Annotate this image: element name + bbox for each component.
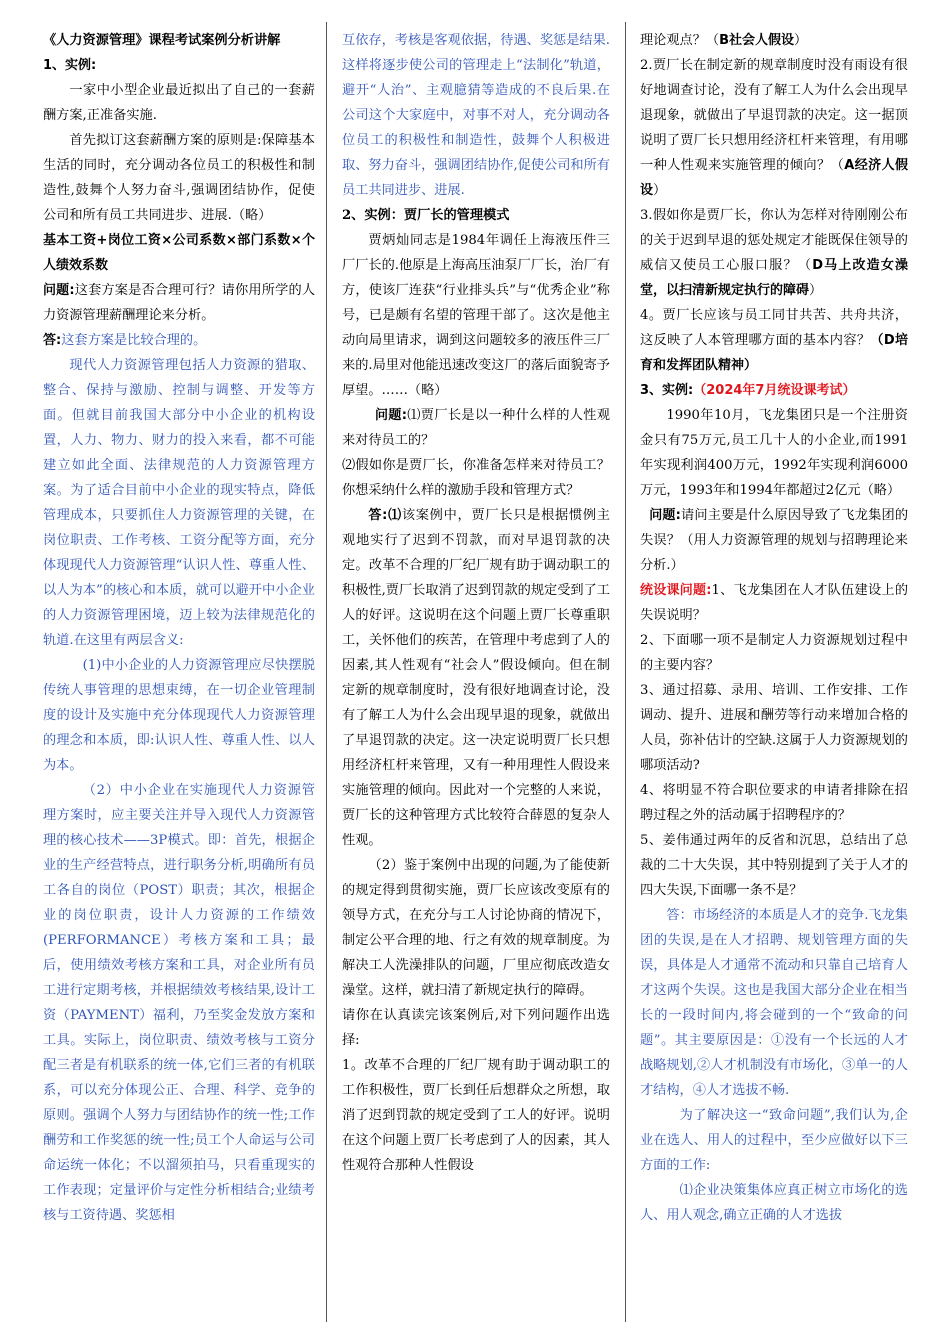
question-label: 问题: <box>43 283 75 298</box>
text: 2.贾厂长在制定新的规章制度时没有雨设有很好地调查讨论，没有了解工人为什么会出现早退现象，就做出了早退罚款的决定。这一据顶说明了贾厂长只想用经济杠杆来管理，有用哪一种人性观来实施管理的倾向？（ <box>640 58 908 173</box>
text: ） <box>794 33 808 48</box>
question <box>640 578 908 628</box>
paragraph: 请你在认真读完该案例后,对下列问题作出选择: <box>342 1008 610 1048</box>
paragraph: 现代人力资源管理包括人力资源的猎取、整合、保持与激励、控制与调整、开发等方面。但就目前我国大部分中小企业的机构设置，人力、物力、财力的投入来看，都不可能建立如此全面、法律规范的人力资源管理方案。为了适合目前中小企业的现实特点，降低管理成本，只要抓住人力资源管理的关键，在岗位职责、工作考核、工资分配等方面，充分体现现代人力资源管理“认识人性、尊重人性、以人为本”的核心和本质，就可以避开中小企业的人力资源管理困境，迈上较为法律规范化的轨道.在这里有两层含义: <box>43 358 315 648</box>
paragraph: 贾炳灿同志是1984年调任上海液压件三厂厂长的.他原是上海高压油泵厂厂长，治厂有方，使该厂连获“行业排头兵”与“优秀企业”称号，已是颇有名望的管理干部了。这次是他主动向局里请求，调到这问题较多的液压件三厂来的.局里对他能迅速改变这厂的落后面貌寄予厚望。……（略） <box>342 233 610 398</box>
question: 3、通过招募、录用、培训、工作安排、工作调动、提升、进展和酬劳等行动来增加合格的人员，弥补估计的空缺.这属于人力资源规划的哪项活动? <box>640 683 908 773</box>
question-text: 这套方案是否合理可行？请你用所学的人力资源管理薪酬理论来分析。 <box>43 283 315 323</box>
paragraph <box>640 53 908 203</box>
heading-text: 3、实例: <box>640 383 694 398</box>
question-text: 1、飞龙集团在人才队伍建设上的失误说明？ <box>640 583 909 623</box>
question: ⑵假如你是贾厂长，你准备怎样来对待员工？你想采纳什么样的激励手段和管理方式？ <box>342 458 610 498</box>
exam-note: （2024年7月统设课考试） <box>693 383 856 398</box>
answer <box>43 328 315 353</box>
column-3 <box>640 28 908 1228</box>
answer-label: 答: <box>368 508 388 523</box>
answer-text: 该案例中，贾厂长只是根据惯例主观地实行了迟到不罚款，而对早退罚款的决定。改革不合理的厂纪厂规有助于调动职工的积极性,贾厂长取消了迟到罚款的规定受到了工人的好评。这说明在这个问题上贾厂长尊重职工，关怀他们的疾苦，在管理中考虑到了人的因素,其人性观有“社会人”假设倾向。但在制定新的规章制度时，没有很好地调查讨论，没有了解工人为什么会出现早退的现象，就做出了早退罚款的决定。这一决定说明贾厂长只想用经济杠杆来管理，又有一种用理性人假设来实施管理的倾向。因此对一个完整的人来说，贾厂长的这种管理方式比较符合薛恩的复杂人性观。 <box>342 508 610 848</box>
column-divider <box>625 22 626 1322</box>
answer-num: ⑴ <box>387 508 402 523</box>
formula: 基本工资+岗位工资×公司系数×部门系数×个人绩效系数 <box>43 233 315 273</box>
document-title: 《人力资源管理》课程考试案例分析讲解 <box>43 33 281 48</box>
text: ） <box>809 283 823 298</box>
paragraph: 首先拟订这套薪酬方案的原则是:保障基本生活的同时，充分调动各位员工的积极性和制造性,鼓舞个人努力奋斗,强调团结协作，促使公司和所有员工共同进步、进展.（略） <box>43 133 315 223</box>
paragraph: 1990年10月，飞龙集团只是一个注册资金只有75万元,员工几十人的小企业,而1991年实现利润400万元，1992年实现利润6000万元，1993年和1994年都超过2亿元（略） <box>640 408 908 498</box>
text: 4。贾厂长应该与员工同甘共苦、共舟共济，这反映了人本管理哪方面的基本内容？ <box>640 308 908 348</box>
paragraph: 为了解决这一“致命问题”,我们认为,企业在选人、用人的过程中，至少应做好以下三方面的工作: <box>640 1108 908 1173</box>
question-label: 问题: <box>375 408 407 423</box>
paragraph: ⑴企业决策集体应真正树立市场化的选人、用人观念,确立正确的人才选拔 <box>640 1183 908 1223</box>
tsk-label: 统设课问题: <box>640 583 712 598</box>
question <box>640 503 908 578</box>
case3-heading <box>640 378 908 403</box>
paragraph: 1。改革不合理的厂纪厂规有助于调动职工的工作积极性，贾厂长到任后想群众之所想，取消了迟到罚款的规定受到了工人的好评。说明在这个问题上贾厂长考虑到了人的因素，其人性观符合那种人性假设 <box>342 1058 610 1173</box>
paragraph: (1)中小企业的人力资源管理应尽快摆脱传统人事管理的思想束缚，在一切企业管理制度的设计及实施中充分体现现代人力资源管理的理念和本质，即:认识人性、尊重人性、以人为本。 <box>43 658 315 773</box>
paragraph: 互依存，考核是客观依据，待遇、奖惩是结果.这样将逐步使公司的管理走上“法制化”轨道，避开“人治”、主观臆猜等造成的不良后果.在公司这个大家庭中，对事不对人，充分调动各位员工的积极性和制造性，鼓舞个人积极进取、努力奋斗，强调团结协作,促使公司和所有员工共同进步、进展. <box>342 33 610 198</box>
question-text: ⑴贾厂长是以一种什么样的人性观来对待员工的？ <box>342 408 610 448</box>
question <box>43 278 315 328</box>
answer-choice: B社会人假设 <box>719 33 795 48</box>
paragraph <box>640 203 908 303</box>
answer <box>342 503 610 853</box>
case1-heading: 1、实例: <box>43 58 97 73</box>
question: 5、姜伟通过两年的反省和沉思，总结出了总裁的二十大失误，其中特别提到了关于人才的四大失误,下面哪一条不是？ <box>640 833 908 898</box>
answer-label: 答: <box>43 333 62 348</box>
case2-heading: 2、实例：贾厂长的管理模式 <box>342 208 510 223</box>
paragraph: 一家中小型企业最近拟出了自己的一套薪酬方案,正准备实施. <box>43 83 315 123</box>
text: ） <box>653 183 667 198</box>
column-1 <box>43 28 315 1228</box>
column-2 <box>342 28 610 1178</box>
answer-text: 这套方案是比较合理的。 <box>61 333 207 348</box>
text: 理论观点？（ <box>640 33 720 48</box>
question: 2、下面哪一项不是制定人力资源规划过程中的主要内容？ <box>640 633 908 673</box>
answer-choice: （D培育和发挥团队精神） <box>640 333 908 373</box>
paragraph <box>640 28 908 53</box>
answer-text: 答：市场经济的本质是人才的竞争.飞龙集团的失误,是在人才招聘、规划管理方面的失误，具体是人才通常不流动和只靠自己培育人才这两个失误。这也是我国大部分企业在相当长的一段时间内,将会碰到的一个“致命的问题”。其主要原因是：①没有一个长远的人才战略规划,②人才机制没有市场化，③单一的人才结构，④人才选拔不畅. <box>640 908 908 1098</box>
question-label: 问题: <box>649 508 681 523</box>
paragraph: （2）中小企业在实施现代人力资源管理方案时，应主要关注并导入现代人力资源管理的核心技术——3P模式。即：首先，根据企业的生产经营特点，进行职务分析,明确所有员工各自的岗位（POST）职责；其次，根据企业的岗位职责，设计人力资源的工作绩效(PERFORMANCE）考核方案和工具；最后，使用绩效考核方案和工具，对企业所有员工进行定期考核，并根据绩效考核结果,设计工资（PAYMENT）福利，乃至奖金发放方案和工具。实际上，岗位职责、绩效考核与工资分配三者是有机联系的统一体,它们三者的有机联系，可以充分体现公正、合理、科学、竞争的原则。强调个人努力与团结协作的统一性;工作酬劳和工作奖惩的统一性;员工个人命运与公司命运统一体化；不以溜须拍马，只看重现实的工作表现；定量评价与定性分析相结合;业绩考核与工资待遇、奖惩相 <box>43 783 315 1223</box>
column-divider <box>326 22 327 1322</box>
question-text: 请问主要是什么原因导致了飞龙集团的失误？（用人力资源管理的规划与招聘理论来分析.） <box>640 508 909 573</box>
answer-choice: D马上改造女澡堂，以扫清新规定执行的障碍 <box>640 258 908 298</box>
text: 3.假如你是贾厂长，你认为怎样对待刚刚公布的关于迟到早退的惩处规定才能既保住领导的威信又使员工心服口服？（ <box>640 208 908 273</box>
paragraph <box>640 303 908 378</box>
paragraph: （2）鉴于案例中出现的问题,为了能使新的规定得到贯彻实施，贾厂长应该改变原有的领导方式，在充分与工人讨论协商的情况下，制定公平合理的地、行之有效的规章制度。为解决工人洗澡排队的问题，厂里应彻底改造女澡堂。这样，就扫清了新规定执行的障碍。 <box>342 858 610 998</box>
answer-choice: A经济人假设 <box>640 158 909 198</box>
question: 4、将明显不符合职位要求的申请者排除在招聘过程之外的活动属于招聘程序的？ <box>640 783 908 823</box>
question <box>342 403 610 453</box>
